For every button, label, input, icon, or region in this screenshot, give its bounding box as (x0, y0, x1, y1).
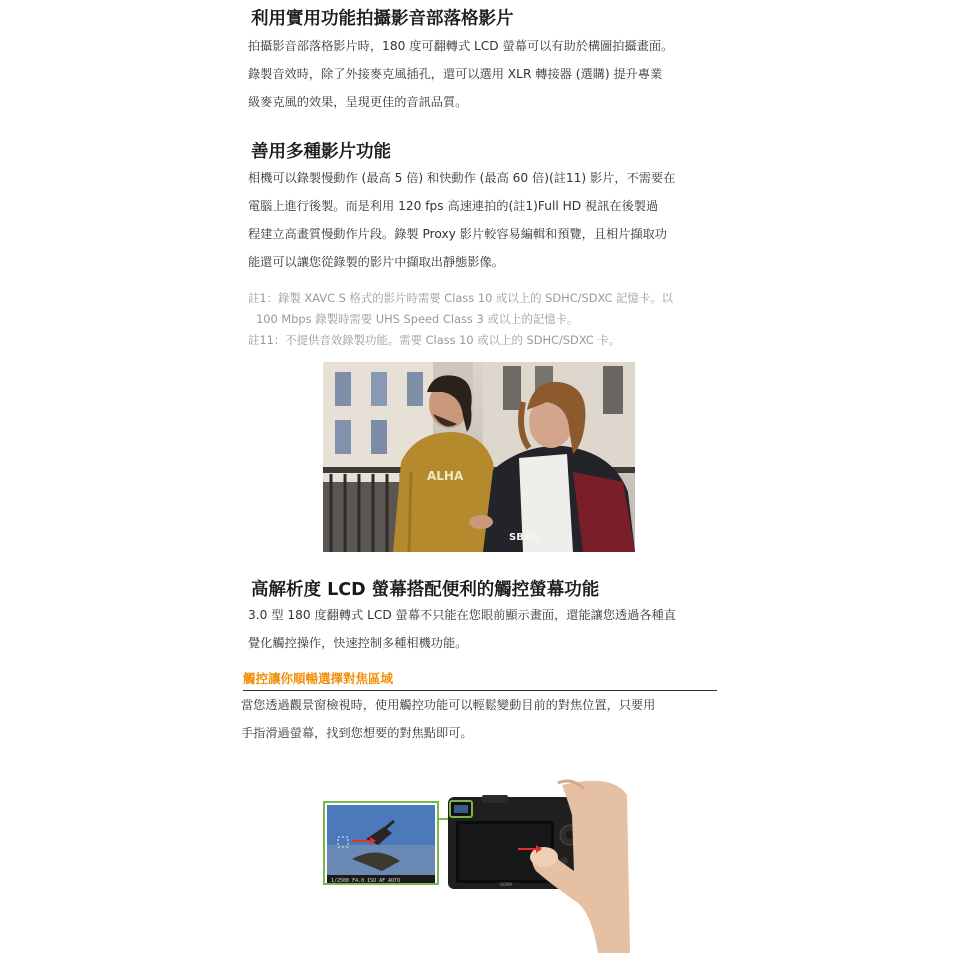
section-body-video-features (248, 164, 728, 276)
section-title-lcd-touch: 高解析度 LCD 螢幕搭配便利的觸控螢幕功能 (251, 580, 600, 600)
footnote-1-cont: 100 Mbps 錄製時需要 UHS Speed Class 3 或以上的記憶卡。 (256, 312, 579, 326)
subtitle-touch-focus-bar (243, 668, 717, 691)
text-line: 手指滑過螢幕，找到您想要的對焦點即可。 (241, 726, 473, 740)
section-body-vlog (248, 32, 728, 116)
section-title-vlog: 利用實用功能拍攝影音部落格影片 (251, 9, 514, 29)
text-line: 程建立高畫質慢動作片段。錄製 Proxy 影片較容易編輯和預覽，且相片擷取功 (248, 227, 667, 241)
footnotes (248, 288, 728, 351)
subtitle-touch-focus: 觸控讓你順暢選擇對焦區域 (243, 671, 394, 686)
text-line: 覺化觸控操作，快速控制多種相機功能。 (248, 636, 468, 650)
text-line: 當您透過觀景窗檢視時，使用觸控功能可以輕鬆變動目前的對焦位置，只要用 (241, 698, 656, 712)
camera-illustration (322, 775, 632, 955)
section-title-video-features: 善用多種影片功能 (251, 142, 391, 162)
footnote-11: 註11：不提供音效錄製功能。需要 Class 10 或以上的 SDHC/SDXC 卡。 (248, 333, 621, 347)
hoodie-print: ALHA (427, 469, 464, 483)
evf-readout: 1/2500 F4.0 ISO AF AUTO (331, 878, 401, 884)
photo-illustration (323, 362, 635, 552)
text-line: 3.0 型 180 度翻轉式 LCD 螢幕不只能在您眼前顯示畫面，還能讓您透過各種直 (248, 608, 676, 622)
vlog-photo (323, 362, 635, 552)
camera-touch-illustration (322, 775, 632, 955)
section-body-lcd-touch (248, 601, 728, 657)
jacket-print: SBAS (509, 532, 539, 543)
text-line: 能還可以讓您從錄製的影片中擷取出靜態影像。 (248, 255, 504, 269)
camera-brand: SONY (500, 883, 513, 888)
text-line: 電腦上進行後製。而是利用 120 fps 高速連拍的(註1)Full HD 視訊在後製過 (248, 199, 659, 213)
section-body-touch-focus (241, 691, 721, 747)
text-line: 相機可以錄製慢動作 (最高 5 倍) 和快動作 (最高 60 倍)(註11) 影片，不需要在 (248, 171, 676, 185)
text-line: 錄製音效時，除了外接麥克風插孔，還可以選用 XLR 轉接器 (選購) 提升專業 (248, 67, 663, 81)
text-line: 拍攝影音部落格影片時，180 度可翻轉式 LCD 螢幕可以有助於構圖拍攝畫面。 (248, 39, 674, 53)
text-line: 級麥克風的效果，呈現更佳的音訊品質。 (248, 95, 468, 109)
footnote-1: 註1：錄製 XAVC S 格式的影片時需要 Class 10 或以上的 SDHC/SDXC 記憶卡。以 (248, 291, 674, 305)
